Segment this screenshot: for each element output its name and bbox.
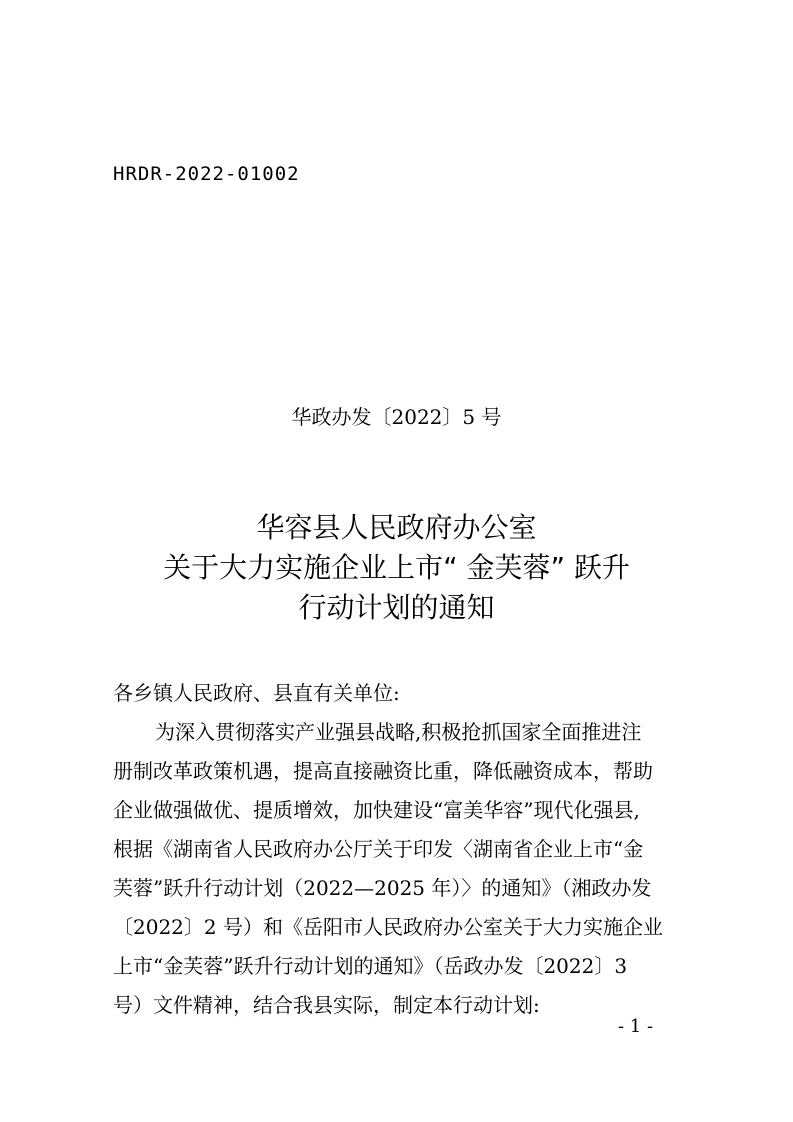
salutation: 各乡镇人民政府、县直有关单位:	[113, 681, 400, 705]
body-line: 根据《湖南省人民政府办公厅关于印发〈湖南省企业上市“金	[113, 837, 644, 861]
title-line: 行动计划的通知	[298, 591, 495, 624]
page-number: - 1 -	[618, 1016, 654, 1037]
document-body	[113, 674, 680, 1025]
title-line: 关于大力实施企业上市“ 金芙蓉” 跃升	[163, 551, 630, 584]
body-line: 企业做强做优、提质增效，加快建设“富美华容”现代化强县,	[113, 798, 640, 822]
body-line: 册制改革政策机遇，提高直接融资比重，降低融资成本，帮助	[113, 759, 653, 783]
title-line: 华容县人民政府办公室	[256, 511, 537, 544]
body-line: 号）文件精神，结合我县实际，制定本行动计划:	[113, 993, 540, 1017]
document-title	[0, 508, 793, 628]
body-line: 为深入贯彻落实产业强县战略,积极抢抓国家全面推进注	[155, 720, 642, 744]
body-line: 〔2022〕2 号）和《岳阳市人民政府办公室关于大力实施企业	[113, 915, 663, 939]
document-number: 华政办发〔2022〕5 号	[291, 405, 502, 429]
body-line: 上市“金芙蓉”跃升行动计划的通知》（岳政办发〔2022〕3	[113, 954, 628, 978]
body-line: 芙蓉”跃升行动计划（2022—2025 年）〉的通知》（湘政办发	[113, 876, 652, 900]
document-code: HRDR-2022-01002	[113, 163, 300, 185]
